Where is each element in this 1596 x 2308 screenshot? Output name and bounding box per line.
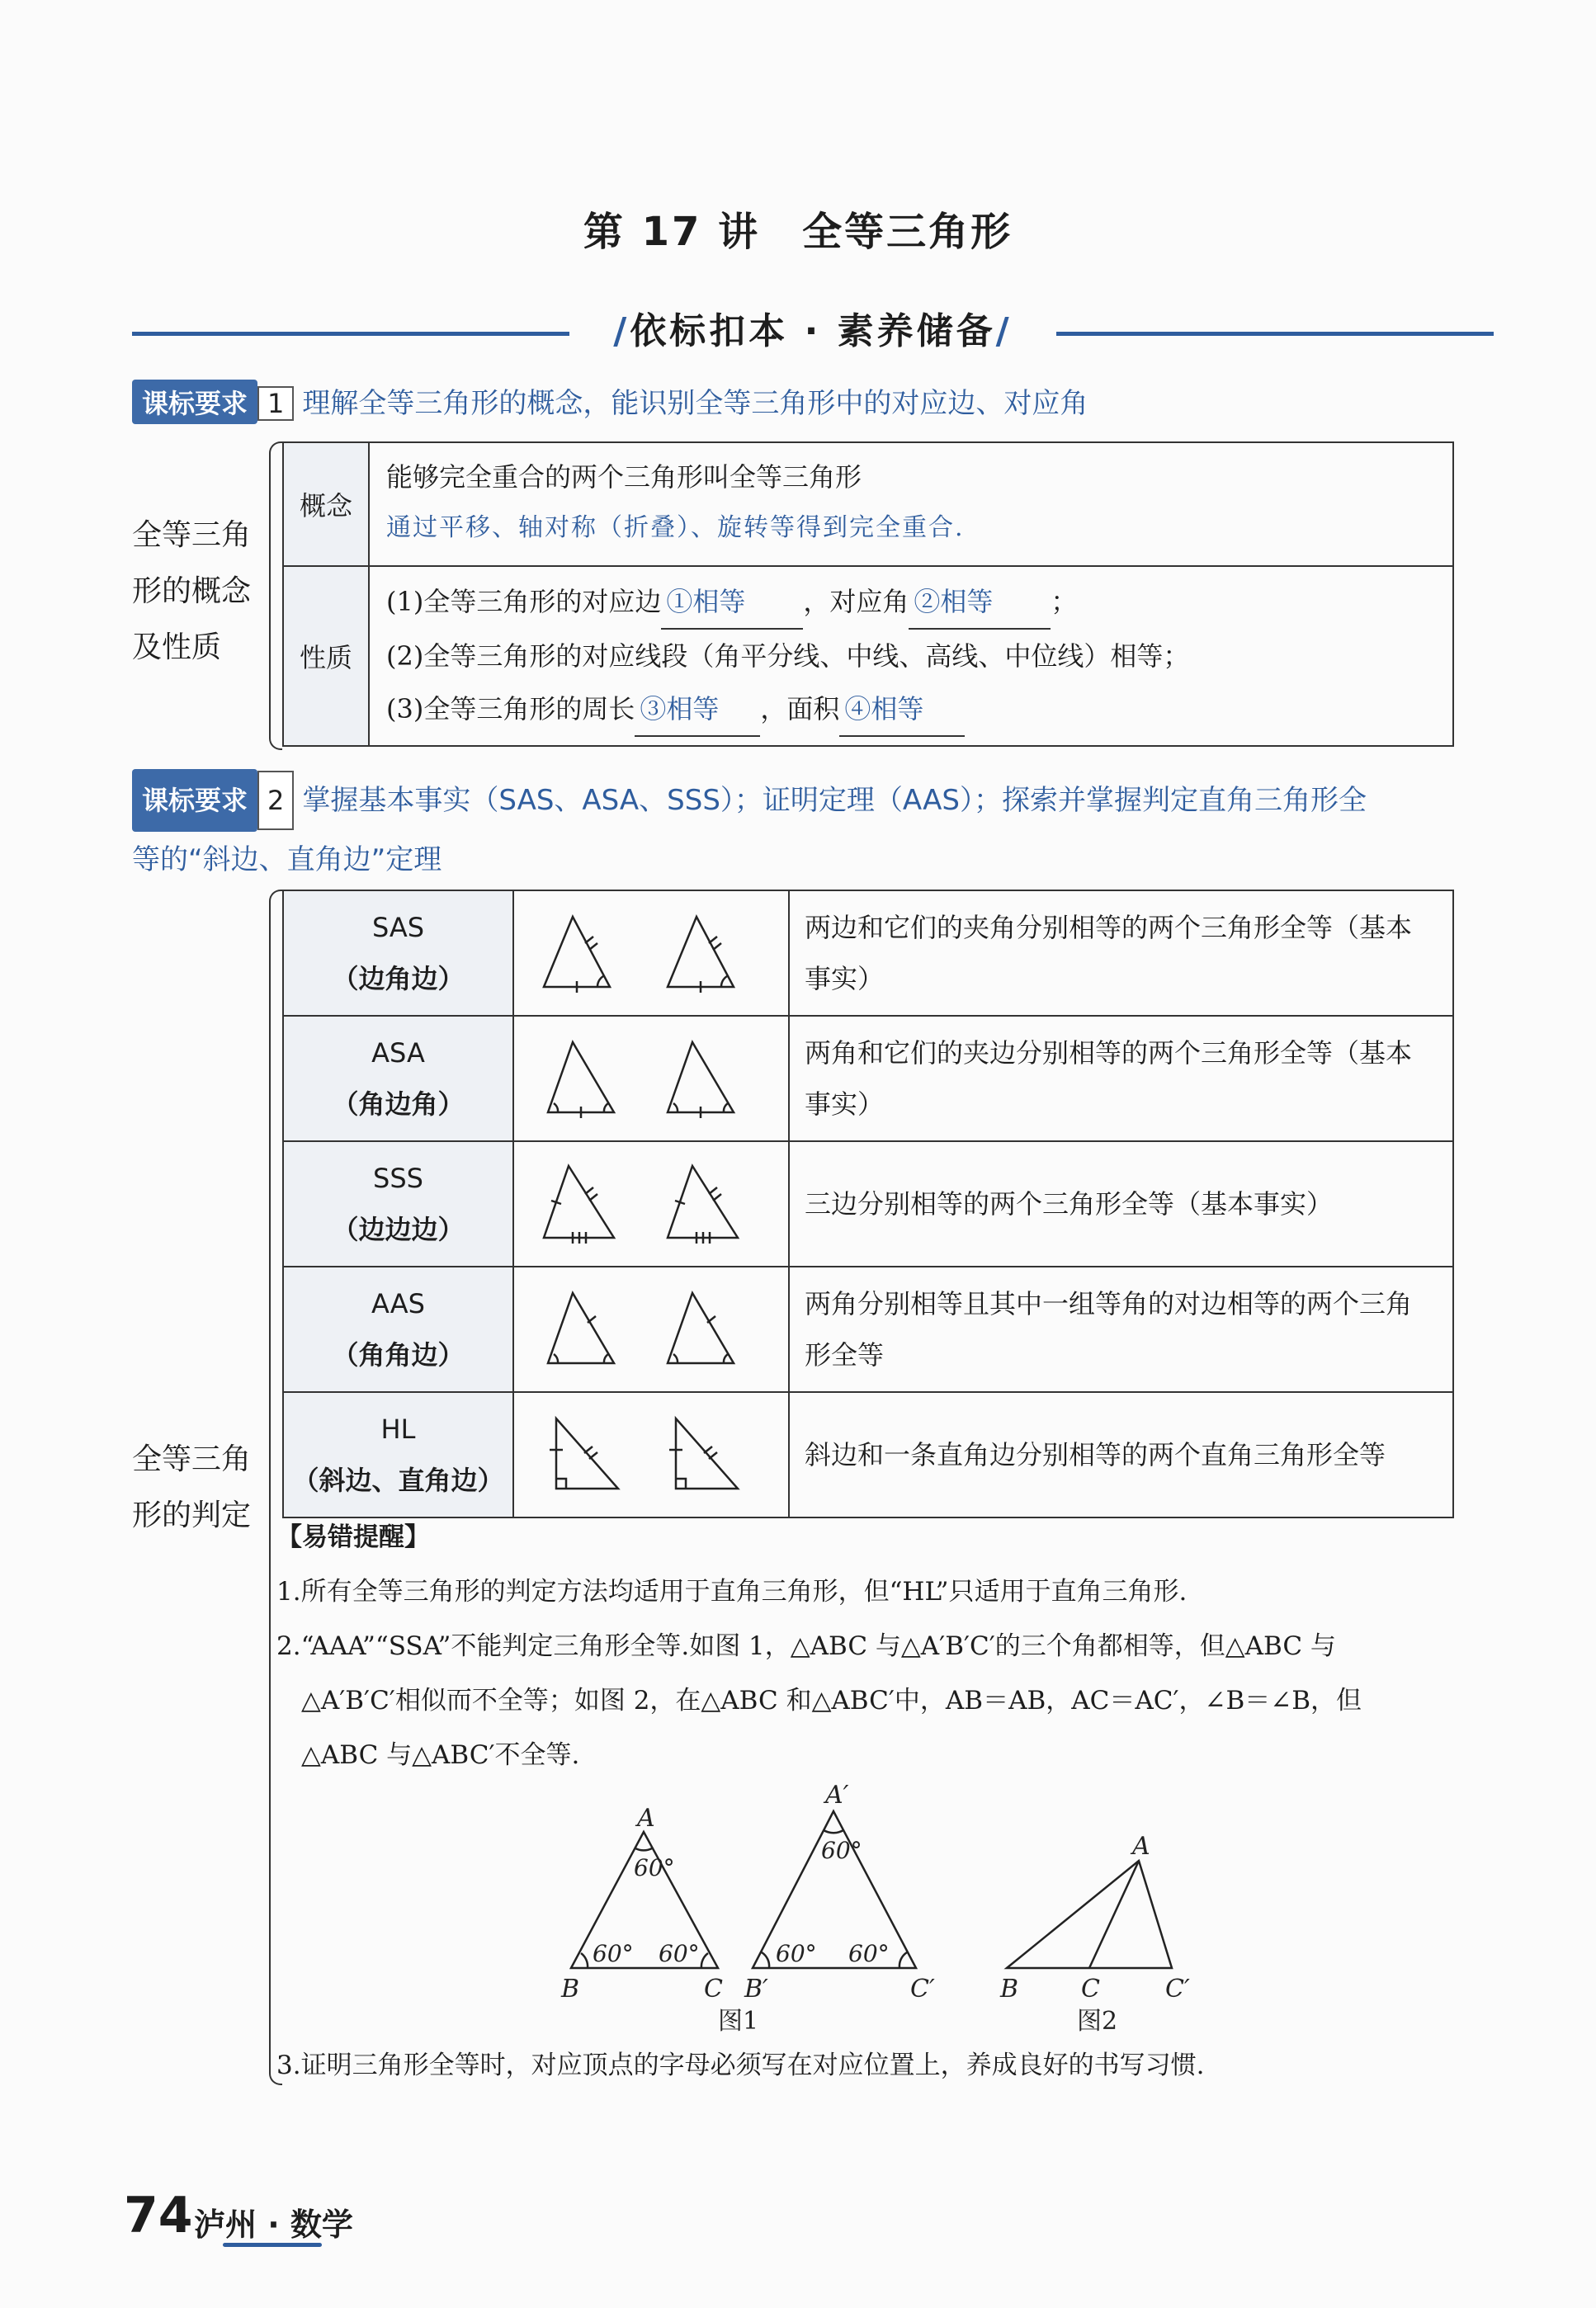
footer-underline	[223, 2243, 322, 2247]
label-c-prime: C′	[910, 1975, 935, 2004]
criteria-table	[282, 890, 1454, 1518]
tip-2-line-2: △A′B′C′相似而不全等；如图 2，在△ABC 和△ABC′中，AB＝AB，AC＝AC′，∠B＝∠B，但	[301, 1686, 1362, 1716]
svg-text:60°: 60°	[593, 1940, 634, 1967]
tips-heading: 【易错提醒】	[276, 1522, 430, 1552]
criteria-row	[283, 890, 1453, 1016]
criteria-desc: 两边和它们的夹角分别相等的两个三角形全等（基本事实）	[789, 890, 1453, 1016]
property-header: 性质	[283, 566, 369, 746]
error-tips	[276, 1510, 1481, 1782]
triangle-figures	[513, 1141, 789, 1267]
concept-side-label: 全等三角 形的概念 及性质	[132, 518, 252, 664]
label-a: A	[637, 1804, 655, 1833]
criteria-desc: 两角分别相等且其中一组等角的对边相等的两个三角形全等	[789, 1267, 1453, 1392]
svg-text:60°: 60°	[659, 1940, 700, 1967]
tip-2-line-1: 2.“AAA”“SSA”不能判定三角形全等.如图 1，△ABC 与△A′B′C′的三个角都相等，但△ABC 与	[276, 1631, 1336, 1661]
brace	[269, 890, 282, 2085]
tip-2-line-3: △ABC 与△ABC′不全等.	[301, 1740, 580, 1770]
concept-handwritten-note: 通过平移、轴对称（折叠）、旋转等得到完全重合.	[386, 513, 965, 542]
criteria-desc: 斜边和一条直角边分别相等的两个直角三角形全等	[789, 1392, 1453, 1517]
criteria-name: （斜边、直角边）	[292, 1465, 504, 1496]
requirement-text: 掌握基本事实（SAS、ASA、SSS）；证明定理（AAS）；探索并掌握判定直角三角形全	[302, 784, 1367, 817]
label-a-prime: A′	[825, 1781, 849, 1810]
label-b: B	[561, 1975, 580, 2004]
criteria-abbr: ASA	[371, 1037, 425, 1069]
concept-text: 能够完全重合的两个三角形叫全等三角形	[386, 461, 862, 493]
criteria-desc: 两角和它们的夹边分别相等的两个三角形全等（基本事实）	[789, 1016, 1453, 1141]
criteria-abbr: HL	[380, 1414, 416, 1445]
criteria-side-label: 全等三角 形的判定	[132, 1442, 252, 1532]
criteria-name: （边边边）	[332, 1214, 465, 1245]
concept-header: 概念	[283, 442, 369, 566]
requirement-2	[132, 769, 1494, 888]
requirement-number: 2	[257, 771, 294, 830]
triangle-figures	[513, 1016, 789, 1141]
concept-table	[282, 441, 1454, 747]
triangle-figures	[513, 1392, 789, 1517]
figure-2-triangles	[1007, 1861, 1172, 1968]
criteria-desc: 三边分别相等的两个三角形全等（基本事实）	[789, 1141, 1453, 1267]
triangle-figures	[513, 890, 789, 1016]
triangle-figures	[513, 1267, 789, 1392]
label-c-fig2: C	[1081, 1975, 1100, 2004]
label-c-prime-fig2: C′	[1165, 1975, 1190, 2004]
criteria-abbr: SAS	[371, 912, 425, 943]
footer-text: 泸州 · 数学	[194, 2207, 353, 2243]
page-number: 74	[124, 2187, 193, 2244]
criteria-name: （角角边）	[332, 1339, 465, 1371]
requirement-badge: 课标要求	[132, 769, 257, 832]
criteria-name: （角边角）	[332, 1088, 465, 1120]
label-c: C	[704, 1975, 723, 2004]
figure-2-caption: 图2	[1077, 2007, 1118, 2034]
requirement-badge: 课标要求	[132, 380, 257, 424]
property-1: (1)全等三角形的对应边 ①相等 ，对应角 ②相等 ；	[386, 575, 1436, 630]
requirement-text: 理解全等三角形的概念，能识别全等三角形中的对应边、对应角	[302, 387, 1088, 420]
criteria-row	[283, 1267, 1453, 1392]
property-2: (2)全等三角形的对应线段（角平分线、中线、高线、中位线）相等；	[386, 640, 1190, 672]
banner-text: 依标扣本 · 素养储备	[630, 310, 996, 352]
brace	[269, 441, 282, 750]
criteria-name: （边角边）	[332, 963, 465, 994]
label-b-prime: B′	[744, 1975, 768, 2004]
criteria-row	[283, 1141, 1453, 1267]
tip-3: 3.证明三角形全等时，对应顶点的字母必须写在对应位置上，养成良好的书写习惯.	[276, 2051, 1205, 2080]
svg-text:60°: 60°	[776, 1940, 817, 1967]
criteria-abbr: AAS	[371, 1288, 425, 1319]
criteria-abbr: SSS	[373, 1163, 423, 1194]
svg-text:60°: 60°	[634, 1854, 675, 1881]
tip-1: 1.所有全等三角形的判定方法均适用于直角三角形，但“HL”只适用于直角三角形.	[276, 1577, 1188, 1607]
criteria-row	[283, 1016, 1453, 1141]
property-3: (3)全等三角形的周长 ③相等 ，面积 ④相等	[386, 682, 1436, 737]
figures	[536, 1778, 1197, 2034]
requirement-text-2: 等的“斜边、直角边”定理	[132, 843, 442, 876]
svg-text:60°: 60°	[848, 1940, 890, 1967]
requirement-number: 1	[257, 386, 294, 421]
section-banner: /依标扣本 · 素养储备/	[569, 303, 1056, 361]
label-b-fig2: B	[1000, 1975, 1019, 2004]
criteria-row	[283, 1392, 1453, 1517]
page-title: 第 17 讲 全等三角形	[583, 209, 1013, 255]
svg-text:60°: 60°	[821, 1837, 862, 1864]
figure-1-caption: 图1	[718, 2007, 759, 2034]
requirement-1	[132, 380, 1088, 424]
label-a-fig2: A	[1132, 1832, 1150, 1861]
